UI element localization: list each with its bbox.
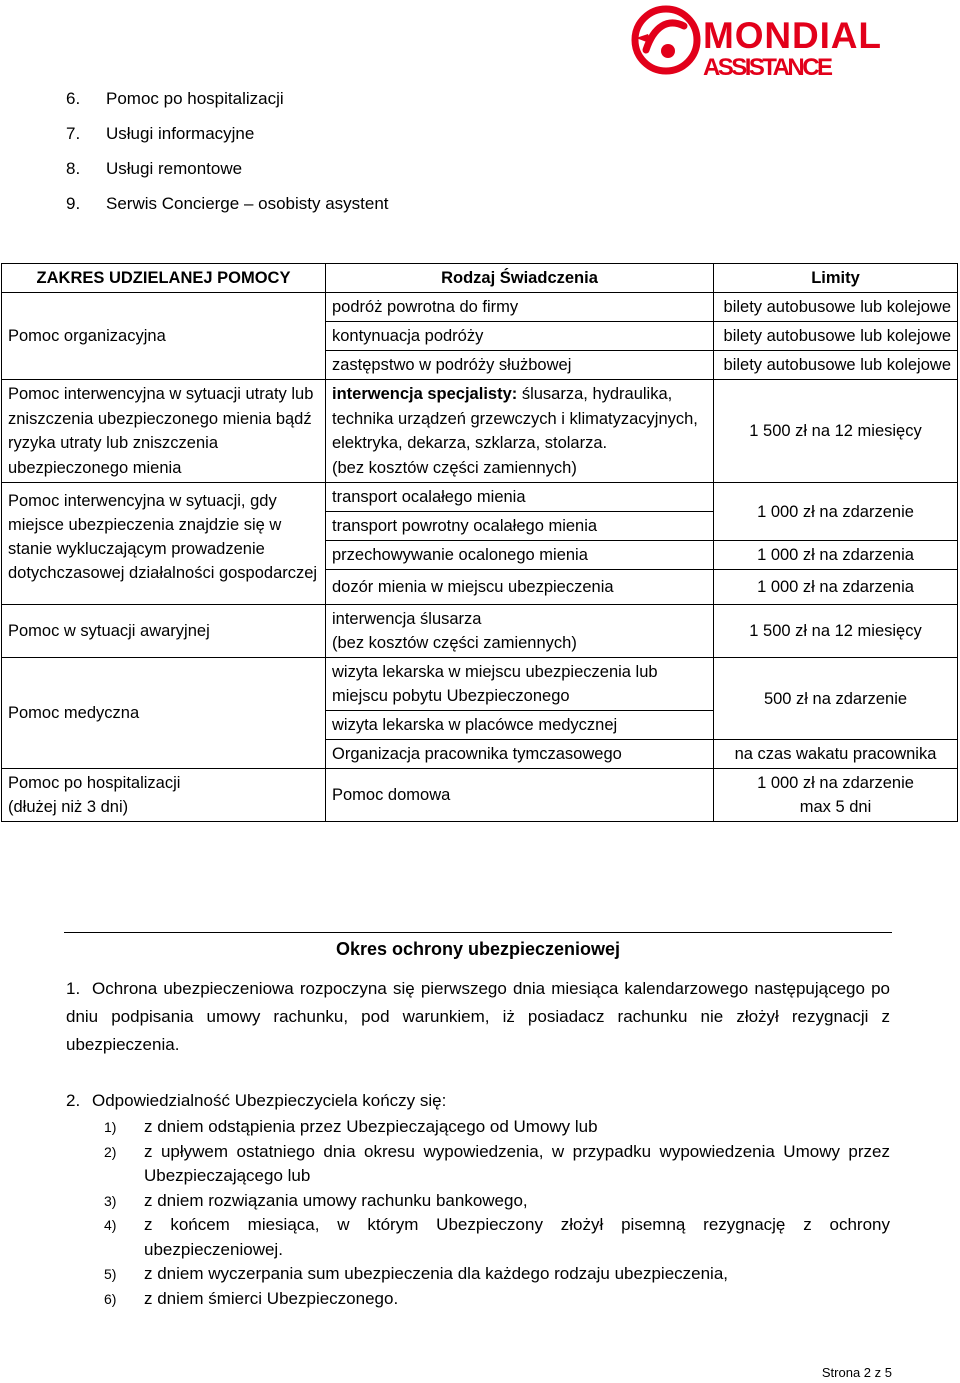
- list-item: 9. Serwis Concierge – osobisty asystent: [66, 194, 389, 213]
- limit-cell: na czas wakatu pracownika: [714, 740, 958, 769]
- service-cell: interwencja ślusarza (bez kosztów części zamiennych): [326, 605, 714, 658]
- list-item: 7. Usługi informacyjne: [66, 124, 255, 143]
- list-item: 5) z dniem wyczerpania sum ubezpieczenia dla każdego rodzaju ubezpieczenia,: [104, 1264, 729, 1283]
- table-row: [2, 769, 958, 822]
- limit-cell: 1 500 zł na 12 miesięcy: [714, 380, 958, 483]
- limit-cell: 1 500 zł na 12 miesięcy: [714, 605, 958, 658]
- limit-cell: bilety autobusowe lub kolejowe: [714, 351, 958, 380]
- service-cell: Organizacja pracownika tymczasowego: [326, 740, 714, 769]
- table-row: [2, 380, 958, 483]
- list-item: 1) z dniem odstąpienia przez Ubezpieczającego od Umowy lub: [104, 1117, 598, 1136]
- table-row: [2, 483, 958, 512]
- brand-emblem-icon: [635, 9, 697, 71]
- table-row: [2, 658, 958, 711]
- list-item: 6) z dniem śmierci Ubezpieczonego.: [104, 1288, 399, 1308]
- column-header-limits: Limity: [714, 264, 958, 293]
- service-cell: przechowywanie ocalonego mienia: [326, 541, 714, 570]
- limit-cell: bilety autobusowe lub kolejowe: [714, 322, 958, 351]
- limit-cell: 1 000 zł na zdarzenia: [714, 541, 958, 570]
- service-cell: Pomoc domowa: [326, 769, 714, 822]
- limit-cell: bilety autobusowe lub kolejowe: [714, 293, 958, 322]
- paragraph-1: 1. Ochrona ubezpieczeniowa rozpoczyna się pierwszego dnia miesiąca kalendarzowego następującego po dniu podpisania umowy rachunku, pod warunkiem, iż posiadacz rachunku nie złożył rezygnacji z ubezpieczenia.: [66, 979, 890, 1054]
- limit-cell: 1 000 zł na zdarzenia: [714, 570, 958, 605]
- scope-cell: Pomoc w sytuacji awaryjnej: [2, 605, 326, 658]
- column-header-service: Rodzaj Świadczenia: [326, 264, 714, 293]
- scope-cell: Pomoc interwencyjna w sytuacji, gdy miejsce ubezpieczenia znajdzie się w stanie wykluczającym prowadzenie dotychczasowej działalności gospodarczej: [2, 483, 326, 605]
- service-cell: wizyta lekarska w miejscu ubezpieczenia lub miejscu pobytu Ubezpieczonego: [326, 658, 714, 711]
- services-list: [66, 86, 389, 226]
- mondial-assistance-logo: [628, 4, 884, 80]
- service-cell: podróż powrotna do firmy: [326, 293, 714, 322]
- service-cell: interwencja specjalisty: ślusarza, hydraulika, technika urządzeń grzewczych i klimatyzacyjnych, elektryka, dekarza, szklarza, stolarza. (bez kosztów części zamiennych): [326, 380, 714, 483]
- list-item: 8. Usługi remontowe: [66, 159, 243, 178]
- list-item: 2) z upływem ostatniego dnia okresu wypowiedzenia, w przypadku wypowiedzenia Umowy przez Ubezpieczającego lub: [104, 1141, 890, 1185]
- scope-cell: Pomoc medyczna: [2, 658, 326, 769]
- service-cell: wizyta lekarska w placówce medycznej: [326, 711, 714, 740]
- limit-cell: 1 000 zł na zdarzenie max 5 dni: [714, 769, 958, 822]
- list-item: 6. Pomoc po hospitalizacji: [66, 89, 284, 108]
- table-header-row: [2, 264, 958, 293]
- service-cell: transport powrotny ocalałego mienia: [326, 512, 714, 541]
- list-item: 4) z końcem miesiąca, w którym Ubezpieczony złożył pisemną rezygnację z ochrony ubezpieczeniowej.: [104, 1215, 890, 1259]
- section-title: Okres ochrony ubezpieczeniowej: [335, 939, 621, 959]
- coverage-table: [1, 263, 958, 822]
- limit-cell: 1 000 zł na zdarzenie: [714, 483, 958, 541]
- column-header-scope: ZAKRES UDZIELANEJ POMOCY: [2, 264, 326, 293]
- service-cell: zastępstwo w podróży służbowej: [326, 351, 714, 380]
- scope-cell: Pomoc po hospitalizacji (dłużej niż 3 dni): [2, 769, 326, 822]
- service-cell: transport ocalałego mienia: [326, 483, 714, 512]
- paragraph-2: 2. Odpowiedzialność Ubezpieczyciela kończy się:: [66, 1091, 447, 1110]
- list-item: 3) z dniem rozwiązania umowy rachunku bankowego,: [104, 1190, 528, 1210]
- limit-cell: 500 zł na zdarzenie: [714, 658, 958, 740]
- service-cell: dozór mienia w miejscu ubezpieczenia: [326, 570, 714, 605]
- termination-list: [104, 1115, 890, 1311]
- brand-subname: ASSISTANCE: [703, 54, 833, 80]
- scope-cell: Pomoc interwencyjna w sytuacji utraty lub zniszczenia ubezpieczonego mienia bądź ryzyka utraty lub zniszczenia ubezpieczonego mienia: [2, 380, 326, 483]
- scope-cell: Pomoc organizacyjna: [2, 293, 326, 380]
- table-row: [2, 605, 958, 658]
- table-row: [2, 293, 958, 322]
- page-number: Strona 2 z 5: [821, 1365, 892, 1380]
- brand-name: MONDIAL: [703, 15, 881, 56]
- section-divider: [64, 932, 892, 933]
- service-cell: kontynuacja podróży: [326, 322, 714, 351]
